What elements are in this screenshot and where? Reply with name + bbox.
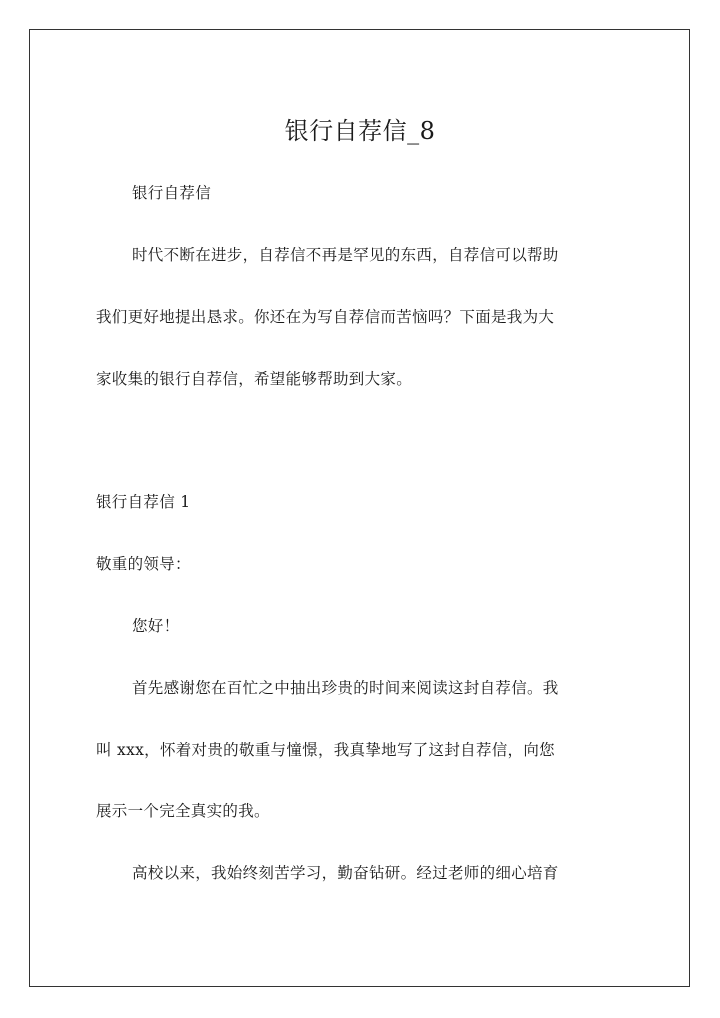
paragraph-line: 高校以来，我始终刻苦学习，勤奋钻研。经过老师的细心培育 [132,864,559,882]
paragraph-line: 银行自荐信 [132,184,212,202]
paragraph-line: 时代不断在进步，自荐信不再是罕见的东西，自荐信可以帮助 [132,246,559,264]
paragraph-line: 家收集的银行自荐信，希望能够帮助到大家。 [96,370,413,388]
document-title: 银行自荐信_8 [284,117,436,145]
greeting: 您好！ [132,617,180,635]
paragraph-line: 我们更好地提出恳求。你还在为写自荐信而苦恼吗？下面是我为大 [96,308,555,326]
section-heading: 银行自荐信 1 [96,493,191,511]
paragraph-line: 展示一个完全真实的我。 [96,802,270,820]
salutation: 敬重的领导： [96,555,191,573]
paragraph-line: 首先感谢您在百忙之中抽出珍贵的时间来阅读这封自荐信。我 [132,679,559,697]
paragraph-line: 叫 xxx，怀着对贵的敬重与憧憬，我真挚地写了这封自荐信，向您 [96,741,555,759]
